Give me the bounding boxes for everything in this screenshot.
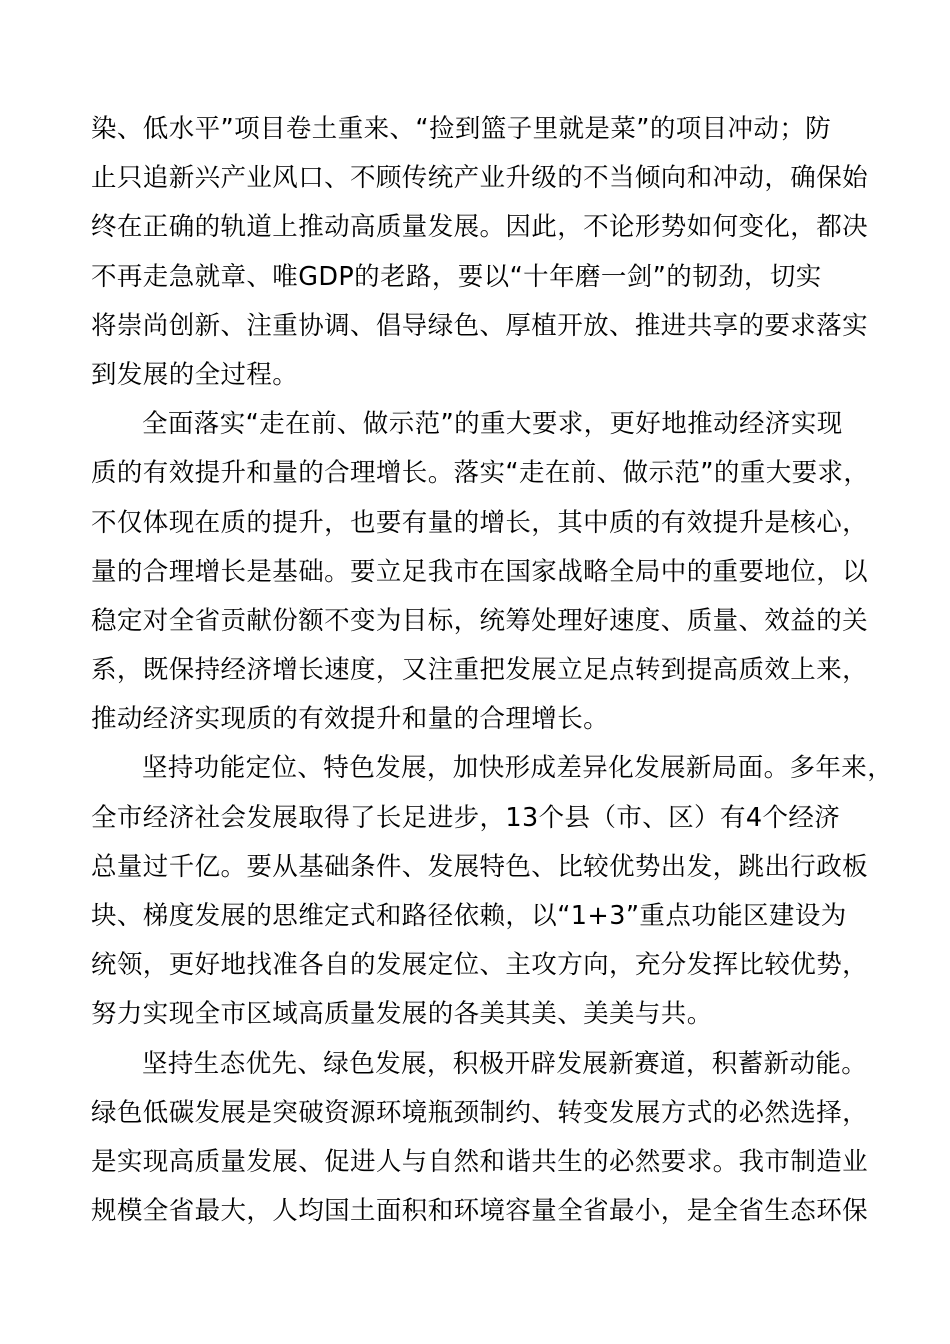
text-line: 绿色低碳发展是突破资源环境瓶颈制约、转变发展方式的必然选择，: [91, 1097, 869, 1128]
text-line: 染、低水平”项目卷土重来、“捡到篮子里就是菜”的项目冲动；防: [91, 114, 832, 144]
text-line: 努力实现全市区域高质量发展的各美其美、美美与共。: [91, 999, 713, 1030]
paragraph-first-line: 坚持生态优先、绿色发展，积极开辟发展新赛道，积蓄新动能。: [142, 1048, 868, 1079]
text-line: 不仅体现在质的提升，也要有量的增长，其中质的有效提升是核心，: [91, 507, 869, 538]
text-line: 不再走急就章、唯GDP的老路，要以“十年磨一剑”的韧劲，切实: [91, 261, 822, 292]
document-body: [91, 105, 894, 1236]
text-line: 总量过千亿。要从基础条件、发展特色、比较优势出发，跳出行政板: [91, 851, 869, 882]
text-line: 推动经济实现质的有效提升和量的合理增长。: [91, 704, 610, 735]
paragraph-first-line: 坚持功能定位、特色发展，加快形成差异化发展新局面。多年来，: [142, 753, 894, 784]
text-line: 将崇尚创新、注重协调、倡导绿色、厚植开放、推进共享的要求落实: [91, 310, 869, 341]
text-line: 稳定对全省贡献份额不变为目标，统筹处理好速度、质量、效益的关: [91, 605, 869, 636]
text-line: 系，既保持经济增长速度，又注重把发展立足点转到提高质效上来，: [91, 655, 869, 686]
text-line: 全市经济社会发展取得了长足进步，13个县（市、区）有4个经济: [91, 802, 841, 833]
text-line: 量的合理增长是基础。要立足我市在国家战略全局中的重要地位，以: [91, 556, 869, 587]
text-line: 终在正确的轨道上推动高质量发展。因此，不论形势如何变化，都决: [91, 212, 869, 243]
text-line: 规模全省最大，人均国土面积和环境容量全省最小，是全省生态环保: [91, 1196, 869, 1227]
text-line: 到发展的全过程。: [91, 359, 299, 390]
text-line: 止只追新兴产业风口、不顾传统产业升级的不当倾向和冲动，确保始: [91, 163, 869, 194]
text-line: 统领，更好地找准各自的发展定位、主攻方向，充分发挥比较优势，: [91, 950, 869, 981]
text-line: 块、梯度发展的思维定式和路径依赖，以“1+3”重点功能区建设为: [91, 901, 847, 931]
text-line: 质的有效提升和量的合理增长。落实“走在前、做示范”的重大要求，: [91, 458, 870, 489]
text-line: 是实现高质量发展、促进人与自然和谐共生的必然要求。我市制造业: [91, 1146, 869, 1177]
paragraph-first-line: 全面落实“走在前、做示范”的重大要求，更好地推动经济实现: [142, 409, 843, 440]
